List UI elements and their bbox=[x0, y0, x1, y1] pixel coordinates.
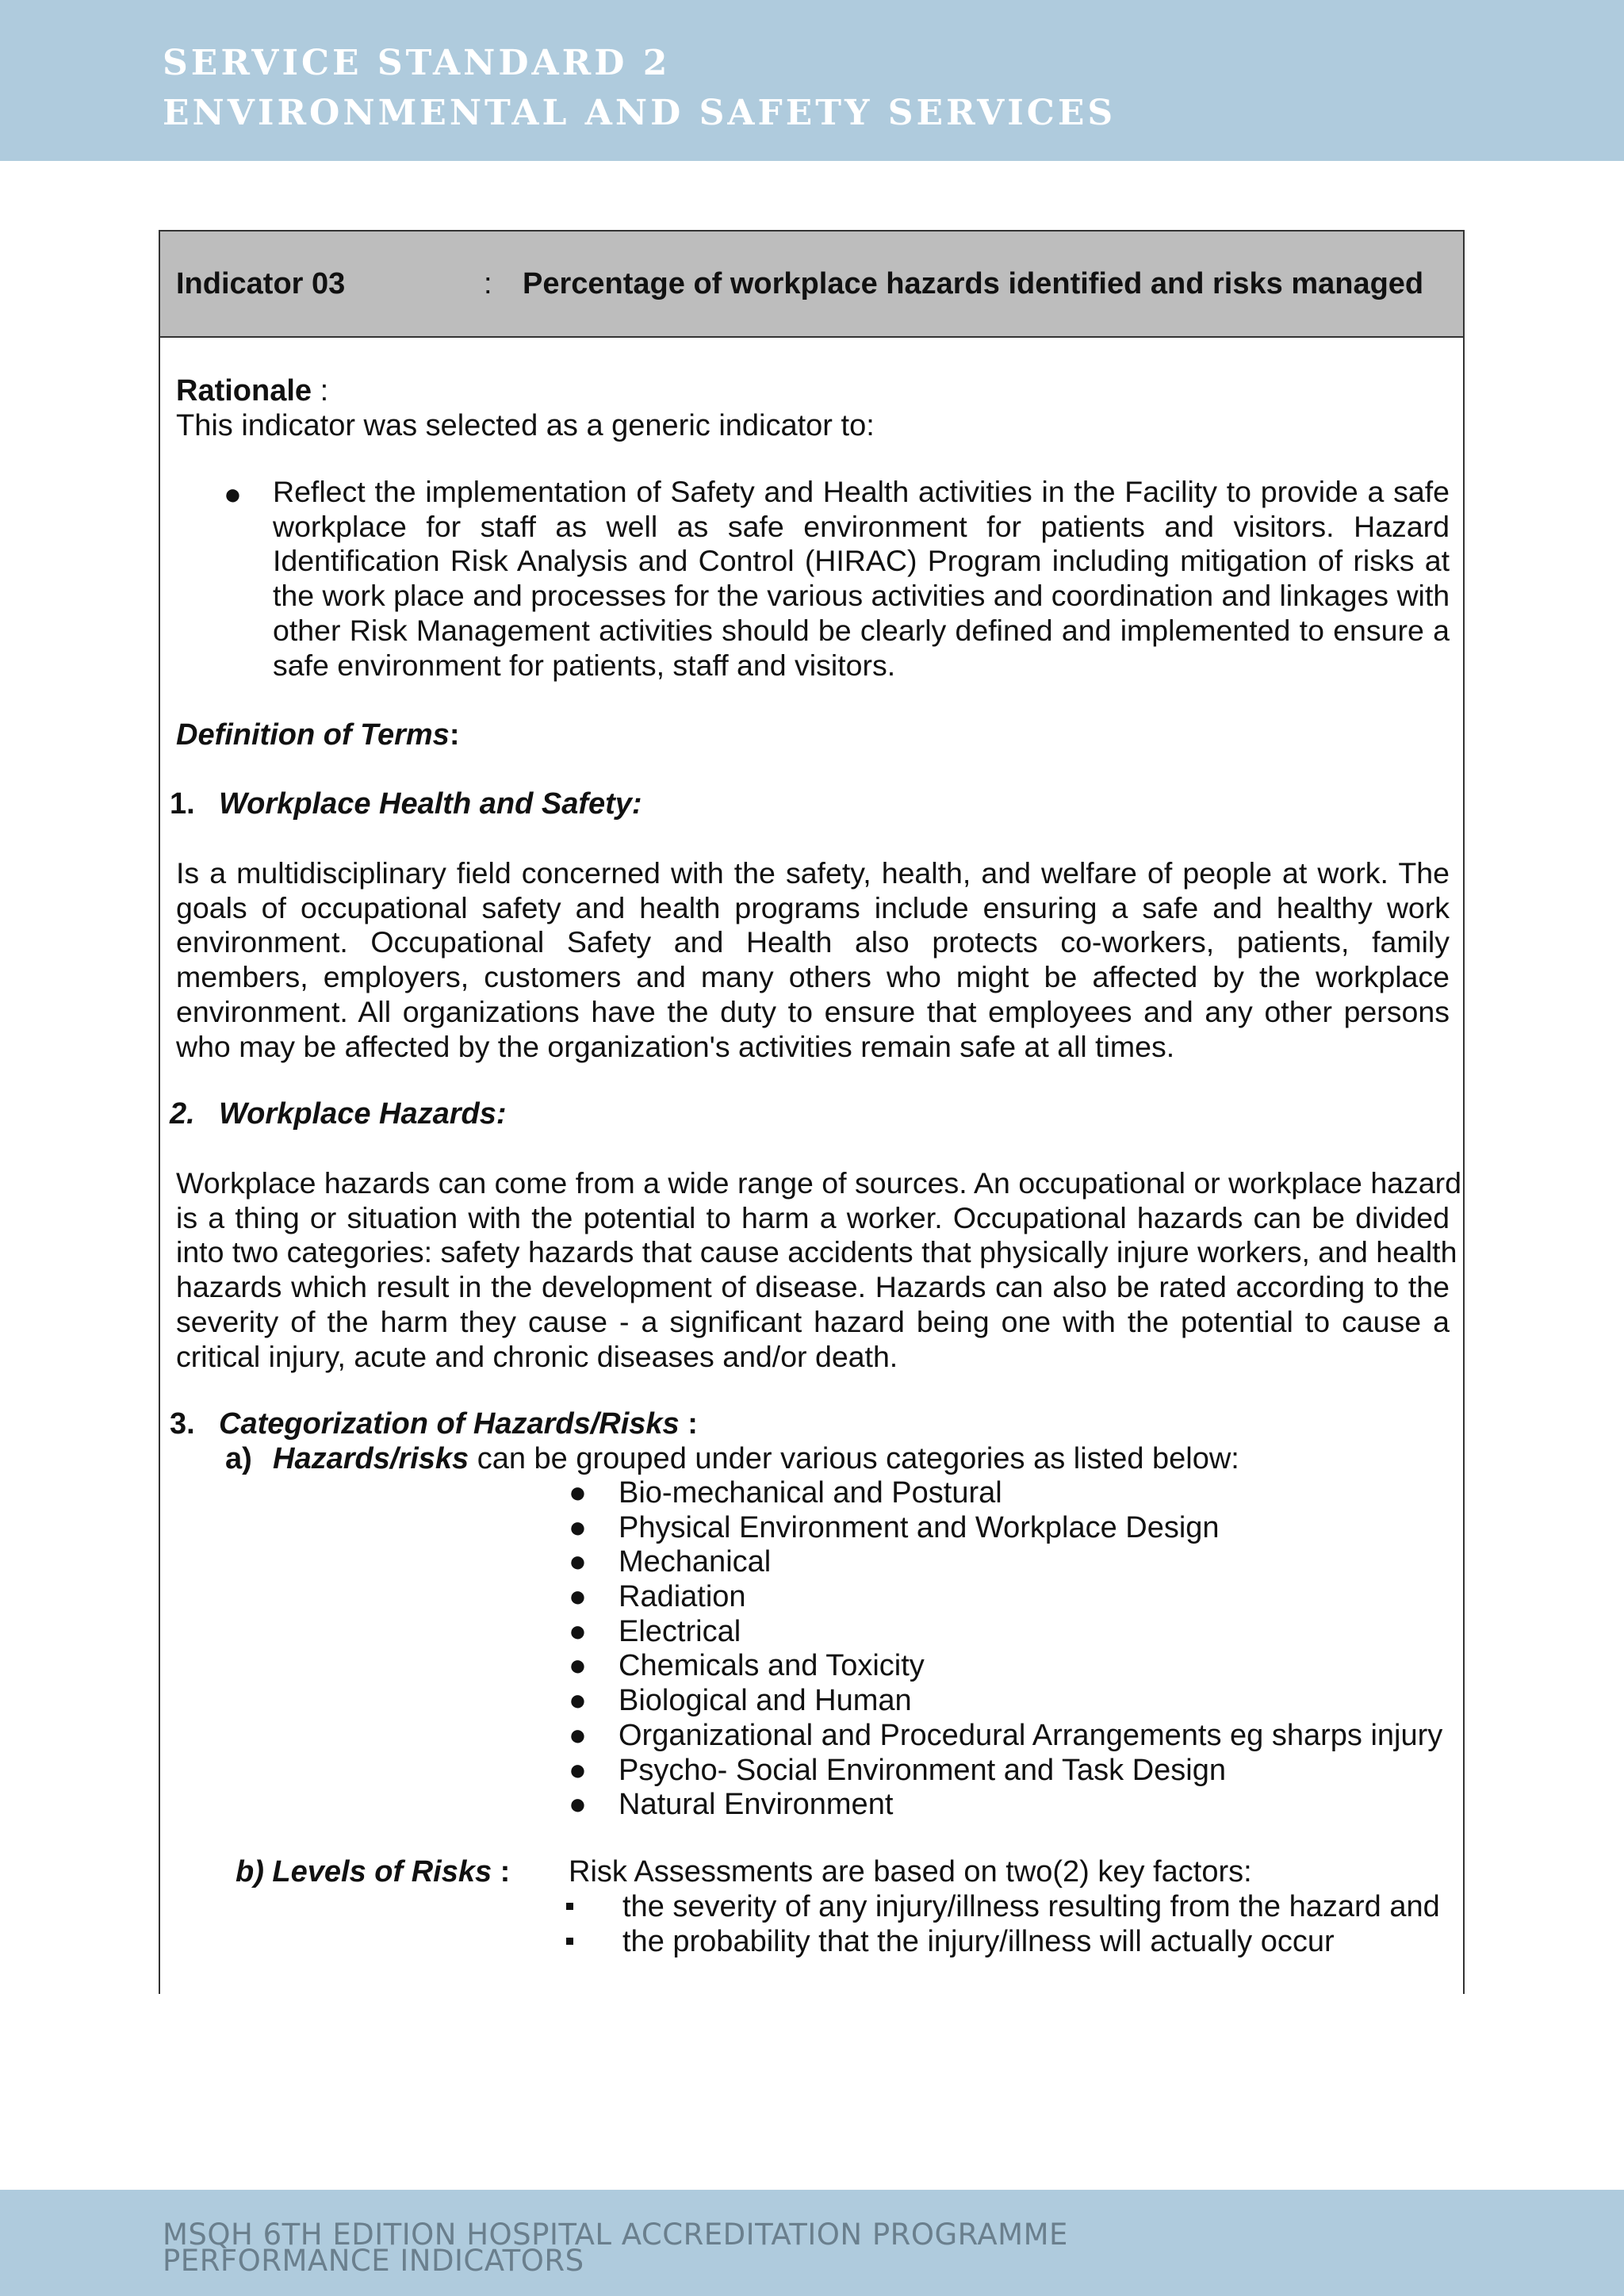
list-item bbox=[569, 1684, 1442, 1719]
list-item bbox=[569, 1580, 1442, 1615]
bullet-icon: ● bbox=[569, 1614, 587, 1648]
section-3-colon: : bbox=[679, 1407, 698, 1441]
bullet-icon: ● bbox=[569, 1476, 587, 1510]
square-bullet-icon bbox=[566, 1938, 573, 1945]
bullet-icon: ● bbox=[569, 1545, 587, 1579]
section-2-line: hazards which result in the development of disease. Hazards can also be rated according to the bbox=[176, 1270, 1450, 1304]
section-1-line: goals of occupational safety and health programs include ensuring a safe and healthy work bbox=[176, 890, 1450, 924]
section-1-number: 1. bbox=[170, 787, 195, 821]
category-label: Chemicals and Toxicity bbox=[619, 1649, 925, 1683]
indicator-colon: : bbox=[484, 267, 492, 300]
subsection-b-colon: : bbox=[492, 1855, 511, 1888]
category-label: Natural Environment bbox=[619, 1788, 894, 1822]
rationale-line: Reflect the implementation of Safety and Health activities in the Facility to provide a safe bbox=[273, 475, 1450, 508]
hazard-category-list bbox=[569, 1476, 1442, 1823]
rationale-heading-text: Rationale bbox=[176, 374, 312, 408]
bullet-icon: ● bbox=[569, 1788, 587, 1822]
section-3-title: Categorization of Hazards/Risks bbox=[219, 1407, 680, 1441]
category-label: Mechanical bbox=[619, 1545, 772, 1579]
list-item bbox=[569, 1615, 1442, 1650]
bullet-icon: ● bbox=[569, 1718, 587, 1752]
category-label: Organizational and Procedural Arrangements eg sharps injury bbox=[619, 1718, 1443, 1752]
rationale-line: the work place and processes for the various activities and coordination and linkages with bbox=[273, 579, 1450, 613]
definitions-heading-text: Definition of Terms bbox=[176, 718, 450, 752]
bullet-icon: ● bbox=[569, 1580, 587, 1614]
indicator-title: Percentage of workplace hazards identified and risks managed bbox=[523, 267, 1424, 300]
footer-subtitle: PERFORMANCE INDICATORS bbox=[163, 2244, 584, 2278]
category-label: Physical Environment and Workplace Design bbox=[619, 1510, 1220, 1544]
definitions-heading bbox=[176, 718, 459, 753]
section-2-line: is a thing or situation with the potential to harm a worker. Occupational hazards can be divided bbox=[176, 1200, 1450, 1234]
square-bullet-icon bbox=[566, 1903, 573, 1910]
subsection-b-label: b) Levels of Risks bbox=[236, 1855, 492, 1888]
section-2-title: Workplace Hazards: bbox=[219, 1097, 507, 1131]
subsection-b-heading bbox=[236, 1855, 510, 1890]
section-2-line: severity of the harm they cause - a significant hazard being one with the potential to cause a bbox=[176, 1304, 1450, 1338]
section-1-line: Is a multidisciplinary field concerned with the safety, health, and welfare of people at work. The bbox=[176, 856, 1450, 890]
section-1-paragraph bbox=[176, 856, 1450, 1064]
section-2-line: Workplace hazards can come from a wide range of sources. An occupational or workplace hazard bbox=[176, 1166, 1461, 1200]
risk-factor-item: the severity of any injury/illness resulting from the hazard and bbox=[622, 1890, 1440, 1923]
rationale-bullet-text bbox=[273, 475, 1450, 683]
section-1-line: who may be affected by the organization's activities remain safe at all times. bbox=[176, 1029, 1175, 1063]
footer-band bbox=[0, 2190, 1624, 2296]
header-band bbox=[0, 0, 1624, 161]
subsection-a-text bbox=[273, 1442, 1239, 1477]
list-item bbox=[569, 1545, 1442, 1580]
rationale-line: safe environment for patients, staff and visitors. bbox=[273, 648, 896, 682]
definitions-heading-colon: : bbox=[449, 718, 460, 752]
bullet-icon: ● bbox=[569, 1510, 587, 1544]
section-1-title: Workplace Health and Safety: bbox=[219, 787, 642, 821]
indicator-label: Indicator 03 bbox=[176, 267, 346, 300]
list-item bbox=[569, 1476, 1442, 1511]
category-label: Psycho- Social Environment and Task Design bbox=[619, 1753, 1227, 1787]
risk-factor-item: the probability that the injury/illness will actually occur bbox=[622, 1925, 1335, 1958]
bullet-icon: ● bbox=[569, 1649, 587, 1683]
list-item bbox=[569, 1649, 1442, 1684]
list-item bbox=[569, 1511, 1442, 1546]
rationale-line: other Risk Management activities should be clearly defined and implemented to ensure a bbox=[273, 613, 1450, 647]
section-2-paragraph bbox=[176, 1166, 1461, 1374]
section-2-line: into two categories: safety hazards that cause accidents that physically injure workers, and health bbox=[176, 1235, 1457, 1269]
rationale-intro: This indicator was selected as a generic indicator to: bbox=[176, 409, 875, 442]
section-2-number: 2. bbox=[170, 1097, 195, 1131]
category-label: Electrical bbox=[619, 1614, 741, 1648]
standard-number: SERVICE STANDARD 2 bbox=[163, 43, 671, 83]
bullet-icon: ● bbox=[569, 1753, 587, 1787]
rationale-line: Identification Risk Analysis and Control (HIRAC) Program including mitigation of risks at bbox=[273, 544, 1450, 578]
footer-programme: MSQH 6TH EDITION HOSPITAL ACCREDITATION PROGRAMME bbox=[163, 2218, 1068, 2252]
subsection-a-label: a) bbox=[225, 1442, 252, 1475]
rationale-line: workplace for staff as well as safe environment for patients and visitors. Hazard bbox=[273, 509, 1450, 543]
section-3-heading bbox=[219, 1407, 698, 1442]
section-1-line: environment. All organizations have the duty to ensure that employees and any other persons bbox=[176, 994, 1450, 1028]
rationale-heading bbox=[176, 374, 328, 409]
subsection-b-text: Risk Assessments are based on two(2) key factors: bbox=[569, 1855, 1252, 1888]
rationale-colon: : bbox=[312, 374, 329, 408]
rationale-bullet-icon: ● bbox=[224, 478, 242, 511]
list-item bbox=[569, 1719, 1442, 1754]
indicator-header bbox=[160, 232, 1463, 338]
category-label: Radiation bbox=[619, 1580, 746, 1614]
standard-title: ENVIRONMENTAL AND SAFETY SERVICES bbox=[163, 93, 1116, 133]
category-label: Bio-mechanical and Postural bbox=[619, 1476, 1002, 1510]
indicator-card bbox=[159, 230, 1465, 1994]
list-item bbox=[569, 1788, 1442, 1823]
section-2-line: critical injury, acute and chronic diseases and/or death. bbox=[176, 1339, 898, 1373]
subsection-a-desc: can be grouped under various categories as listed below: bbox=[469, 1442, 1239, 1475]
section-3-number: 3. bbox=[170, 1407, 195, 1441]
category-label: Biological and Human bbox=[619, 1684, 912, 1718]
section-1-line: members, employers, customers and many others who might be affected by the workplace bbox=[176, 960, 1450, 994]
list-item bbox=[569, 1754, 1442, 1789]
subsection-a-term: Hazards/risks bbox=[273, 1442, 469, 1475]
section-1-line: environment. Occupational Safety and Health also protects co-workers, patients, family bbox=[176, 925, 1450, 959]
bullet-icon: ● bbox=[569, 1684, 587, 1718]
